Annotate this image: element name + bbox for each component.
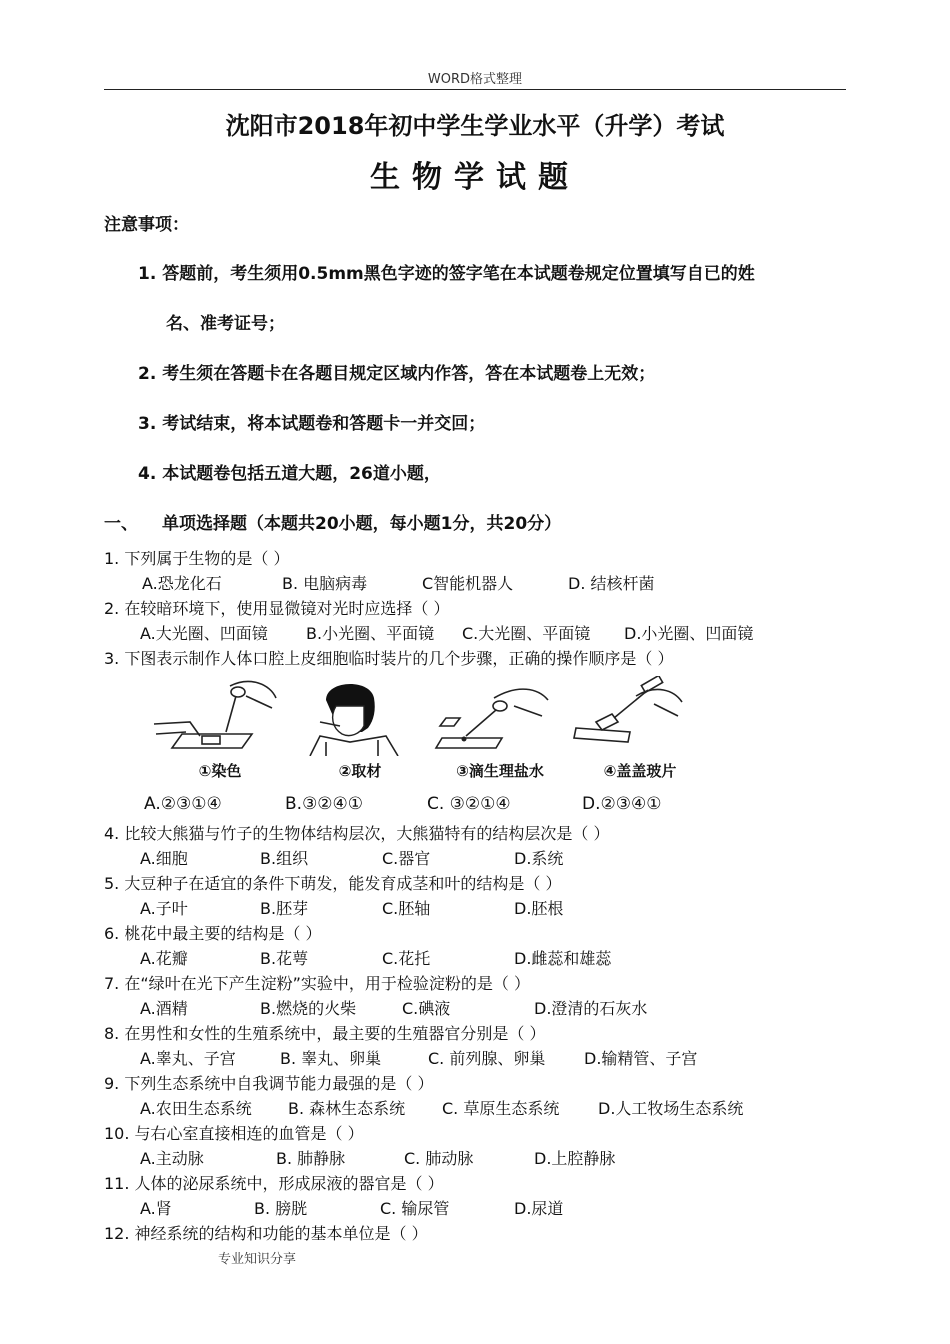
- option-a: A.恐龙化石: [142, 574, 222, 593]
- option-c: C. 草原生态系统: [442, 1099, 560, 1118]
- option-c: C. ③②①④: [427, 794, 511, 814]
- question-5: 5. 大豆种子在适宜的条件下萌发，能发育成茎和叶的结构是（ ）: [104, 874, 562, 893]
- sampling-drawing: [290, 676, 430, 756]
- notice-item-1: 1. 答题前，考生须用0.5mm黑色字迹的签字笔在本试题卷规定位置填写自已的姓: [138, 264, 755, 284]
- option-d: D.上腔静脉: [534, 1149, 616, 1168]
- coverslip-drawing: [570, 676, 710, 756]
- saline-drawing: [430, 676, 570, 756]
- header-rule: [104, 89, 846, 90]
- question-3: 3. 下图表示制作人体口腔上皮细胞临时装片的几个步骤，正确的操作顺序是（ ）: [104, 649, 674, 668]
- staining-drawing: [150, 676, 290, 756]
- step-saline: [430, 676, 570, 788]
- option-a: A.②③①④: [144, 794, 222, 814]
- option-a: A.大光圈、凹面镜: [140, 624, 268, 643]
- option-d: D.人工牧场生态系统: [598, 1099, 744, 1118]
- caption-saline: ③滴生理盐水: [456, 762, 544, 780]
- step-sampling: [290, 676, 430, 788]
- option-b: B. 睾丸、卵巢: [280, 1049, 382, 1068]
- option-d: D.澄清的石灰水: [534, 999, 648, 1018]
- question-11: 11. 人体的泌尿系统中，形成尿液的器官是（ ）: [104, 1174, 444, 1193]
- caption-sampling: ②取材: [338, 762, 382, 780]
- caption-staining: ①染色: [198, 762, 242, 780]
- option-a: A.酒精: [140, 999, 188, 1018]
- exam-title: 沈阳市2018年初中学生学业水平（升学）考试: [225, 112, 725, 140]
- option-c: C.器官: [382, 849, 431, 868]
- option-d: D. 结核杆菌: [568, 574, 655, 593]
- option-d: D.系统: [514, 849, 564, 868]
- option-b: B. 电脑病毒: [282, 574, 368, 593]
- option-a: A.细胞: [140, 849, 188, 868]
- option-a: A.肾: [140, 1199, 172, 1218]
- page-footer: 专业知识分享: [218, 1252, 297, 1267]
- option-a: A.主动脉: [140, 1149, 204, 1168]
- exam-subject-title: 生物学试题: [370, 160, 580, 195]
- option-a: A.子叶: [140, 899, 188, 918]
- question-4: 4. 比较大熊猫与竹子的生物体结构层次，大熊猫特有的结构层次是（ ）: [104, 824, 610, 843]
- notice-item-2: 2. 考生须在答题卡在各题目规定区域内作答，答在本试题卷上无效；: [138, 364, 656, 384]
- question-9: 9. 下列生态系统中自我调节能力最强的是（ ）: [104, 1074, 434, 1093]
- step-coverslip: [570, 676, 710, 788]
- option-b: B.小光圈、平面镜: [306, 624, 435, 643]
- option-b: B.胚芽: [260, 899, 309, 918]
- option-c: C.胚轴: [382, 899, 431, 918]
- option-b: B.③②④①: [285, 794, 364, 814]
- option-b: B. 膀胱: [254, 1199, 308, 1218]
- option-b: B.燃烧的火柴: [260, 999, 357, 1018]
- option-a: A.花瓣: [140, 949, 188, 968]
- option-d: D.输精管、子宫: [584, 1049, 698, 1068]
- question-6: 6. 桃花中最主要的结构是（ ）: [104, 924, 322, 943]
- option-c: C.碘液: [402, 999, 451, 1018]
- question-1: 1. 下列属于生物的是（ ）: [104, 549, 290, 568]
- option-c: C. 前列腺、卵巢: [428, 1049, 546, 1068]
- option-d: D.雌蕊和雄蕊: [514, 949, 612, 968]
- option-d: D.②③④①: [582, 794, 662, 814]
- notice-item-3: 3. 考试结束，将本试题卷和答题卡一并交回；: [138, 414, 486, 434]
- question-8: 8. 在男性和女性的生殖系统中，最主要的生殖器官分别是（ ）: [104, 1024, 546, 1043]
- caption-coverslip: ④盖盖玻片: [603, 762, 677, 780]
- option-d: D.小光圈、凹面镜: [624, 624, 754, 643]
- option-c: C. 输尿管: [380, 1199, 450, 1218]
- page-header: WORD格式整理: [427, 72, 523, 87]
- option-b: B. 森林生态系统: [288, 1099, 406, 1118]
- question-2: 2. 在较暗环境下，使用显微镜对光时应选择（ ）: [104, 599, 450, 618]
- notice-item-4: 4. 本试题卷包括五道大题，26道小题，: [138, 464, 441, 484]
- question-10: 10. 与右心室直接相连的血管是（ ）: [104, 1124, 364, 1143]
- option-b: B.组织: [260, 849, 309, 868]
- question-7: 7. 在“绿叶在光下产生淀粉”实验中，用于检验淀粉的是（ ）: [104, 974, 531, 993]
- option-b: B.花萼: [260, 949, 309, 968]
- option-c: C智能机器人: [422, 574, 514, 593]
- option-a: A.农田生态系统: [140, 1099, 252, 1118]
- option-c: C. 肺动脉: [404, 1149, 474, 1168]
- option-c: C.花托: [382, 949, 431, 968]
- notice-item-1-cont: 名、准考证号；: [166, 314, 285, 334]
- option-a: A.睾丸、子宫: [140, 1049, 236, 1068]
- question-12: 12. 神经系统的结构和功能的基本单位是（ ）: [104, 1224, 428, 1243]
- section-heading: 一、 单项选择题（本题共20小题，每小题1分，共20分）: [104, 514, 562, 534]
- option-d: D.尿道: [514, 1199, 564, 1218]
- step-staining: [150, 676, 290, 788]
- notice-heading: 注意事项：: [104, 215, 189, 235]
- option-d: D.胚根: [514, 899, 564, 918]
- slide-preparation-figure: [140, 676, 700, 788]
- option-c: C.大光圈、平面镜: [462, 624, 591, 643]
- option-b: B. 肺静脉: [276, 1149, 346, 1168]
